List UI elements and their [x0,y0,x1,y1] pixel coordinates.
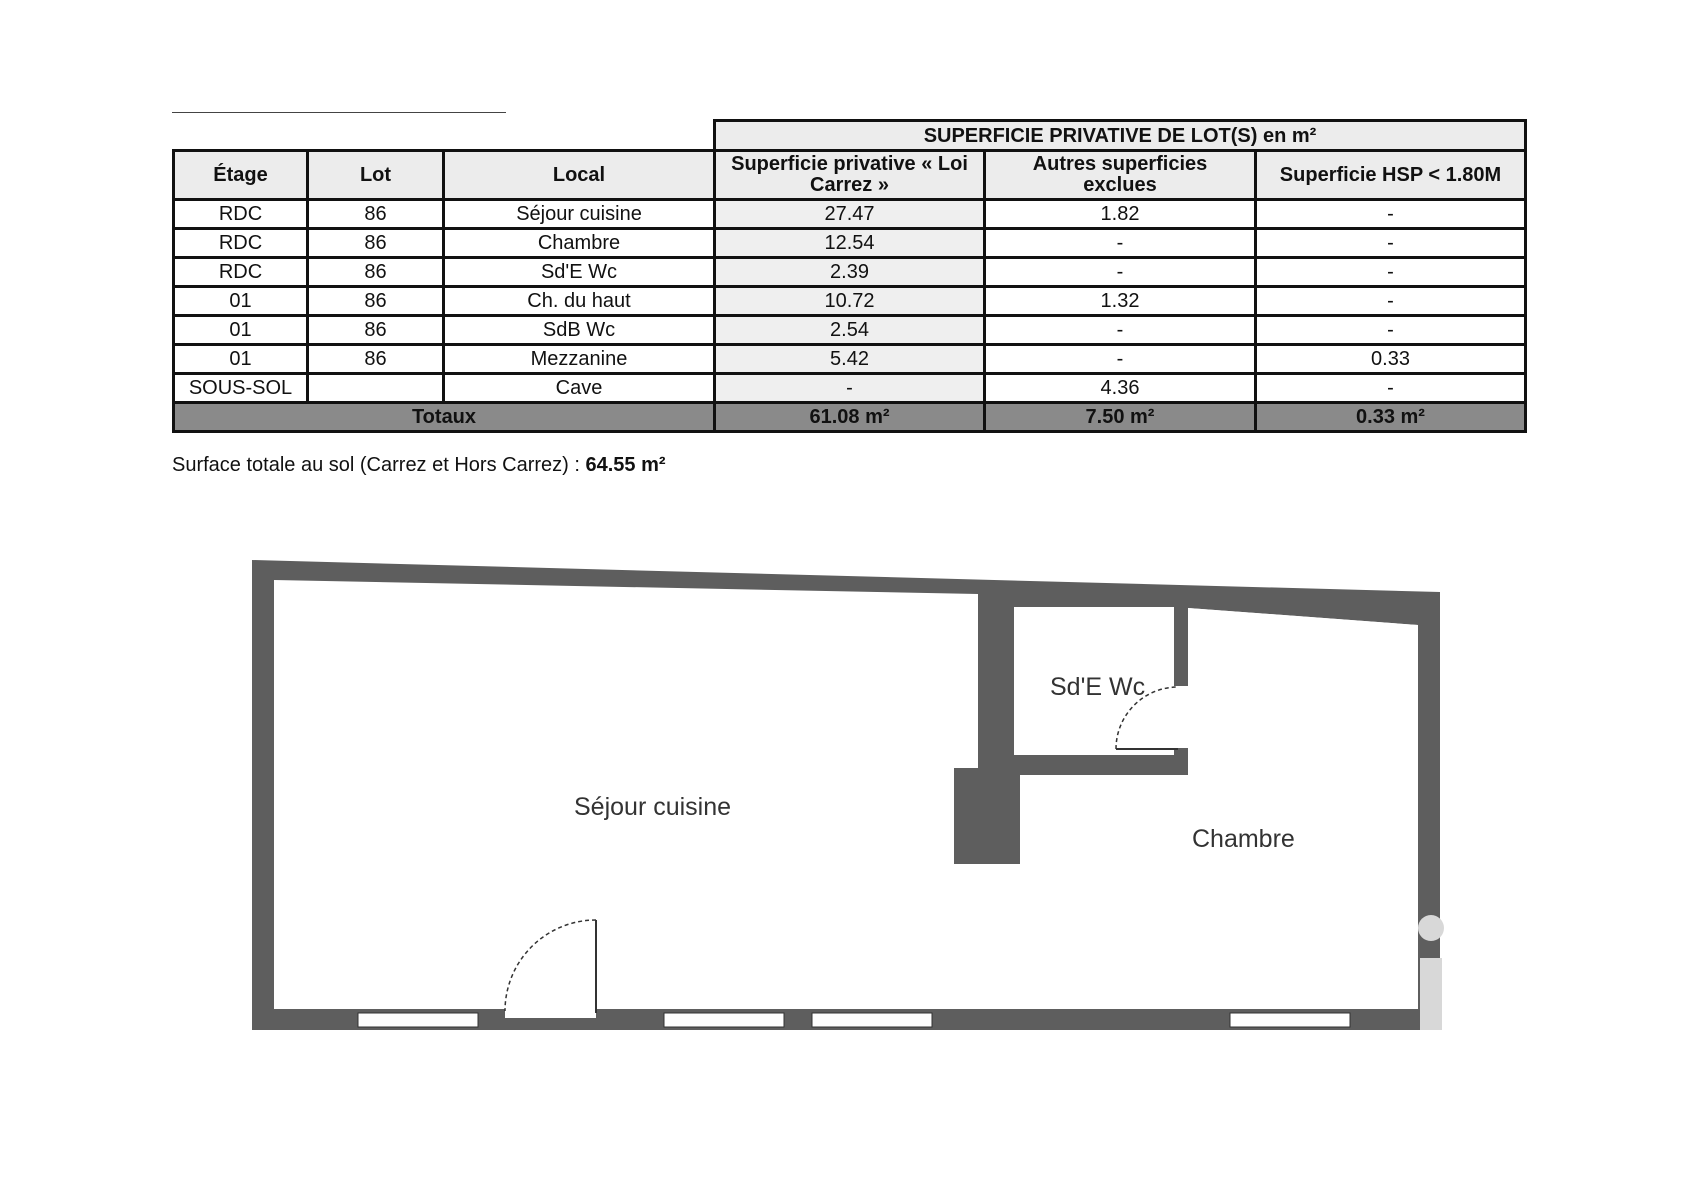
cell-hsp: - [1256,287,1526,316]
col-header-autres-line2: exclues [1083,174,1157,196]
cell-etage: RDC [174,258,308,287]
cell-carrez: 12.54 [715,229,985,258]
col-header-lot: Lot [308,151,444,200]
chambre-side-opening [1420,958,1442,1030]
col-header-etage: Étage [174,151,308,200]
surface-total-value: 64.55 m² [585,454,666,476]
cell-lot: 86 [308,345,444,374]
cell-carrez: 2.39 [715,258,985,287]
table-super-header: SUPERFICIE PRIVATIVE DE LOT(S) en m² [715,121,1526,151]
sde-door-gap [1174,686,1188,748]
col-header-local: Local [444,151,715,200]
chambre-side-marker [1418,915,1444,941]
room-label-sejour: Séjour cuisine [574,793,732,821]
cell-local: Séjour cuisine [444,200,715,229]
cell-local: Sd'E Wc [444,258,715,287]
cell-autres: - [985,229,1256,258]
col-header-autres-line1: Autres superficies [1032,153,1208,175]
cell-lot: 86 [308,258,444,287]
cell-lot: 86 [308,200,444,229]
cell-etage: RDC [174,229,308,258]
window [812,1013,932,1027]
cell-hsp: - [1256,229,1526,258]
col-header-carrez-line1: Superficie privative « Loi [731,153,968,175]
cell-carrez: 10.72 [715,287,985,316]
cell-local: Ch. du haut [444,287,715,316]
cell-carrez: - [715,374,985,403]
cell-hsp: - [1256,316,1526,345]
window [664,1013,784,1027]
totals-autres: 7.50 m² [985,403,1256,432]
entrance-door-gap [505,1009,596,1018]
cell-local: Mezzanine [444,345,715,374]
cell-hsp: - [1256,200,1526,229]
cell-etage: 01 [174,345,308,374]
cell-carrez: 27.47 [715,200,985,229]
cell-lot: 86 [308,287,444,316]
cell-autres: - [985,345,1256,374]
cell-autres: - [985,316,1256,345]
cell-etage: 01 [174,287,308,316]
cell-hsp: - [1256,374,1526,403]
room-label-chambre: Chambre [1192,825,1295,853]
cell-carrez: 2.54 [715,316,985,345]
totals-carrez: 61.08 m² [715,403,985,432]
cell-etage: 01 [174,316,308,345]
cell-local: Cave [444,374,715,403]
cell-autres: 1.82 [985,200,1256,229]
cell-lot: 86 [308,229,444,258]
cell-autres: 1.32 [985,287,1256,316]
totals-label: Totaux [174,403,715,432]
totals-hsp: 0.33 m² [1256,403,1526,432]
surface-total-label: Surface totale au sol (Carrez et Hors Carrez) : [172,454,580,476]
cell-lot: 86 [308,316,444,345]
cell-etage: RDC [174,200,308,229]
room-label-sde: Sd'E Wc [1050,673,1146,701]
col-header-hsp: Superficie HSP < 1.80M [1256,151,1526,200]
cell-local: Chambre [444,229,715,258]
window [1230,1013,1350,1027]
window [358,1013,478,1027]
cell-autres: - [985,258,1256,287]
cell-etage: SOUS-SOL [174,374,308,403]
cell-carrez: 5.42 [715,345,985,374]
cell-hsp: - [1256,258,1526,287]
col-header-carrez-line2: Carrez » [810,174,889,196]
cell-hsp: 0.33 [1256,345,1526,374]
cell-autres: 4.36 [985,374,1256,403]
cell-local: SdB Wc [444,316,715,345]
